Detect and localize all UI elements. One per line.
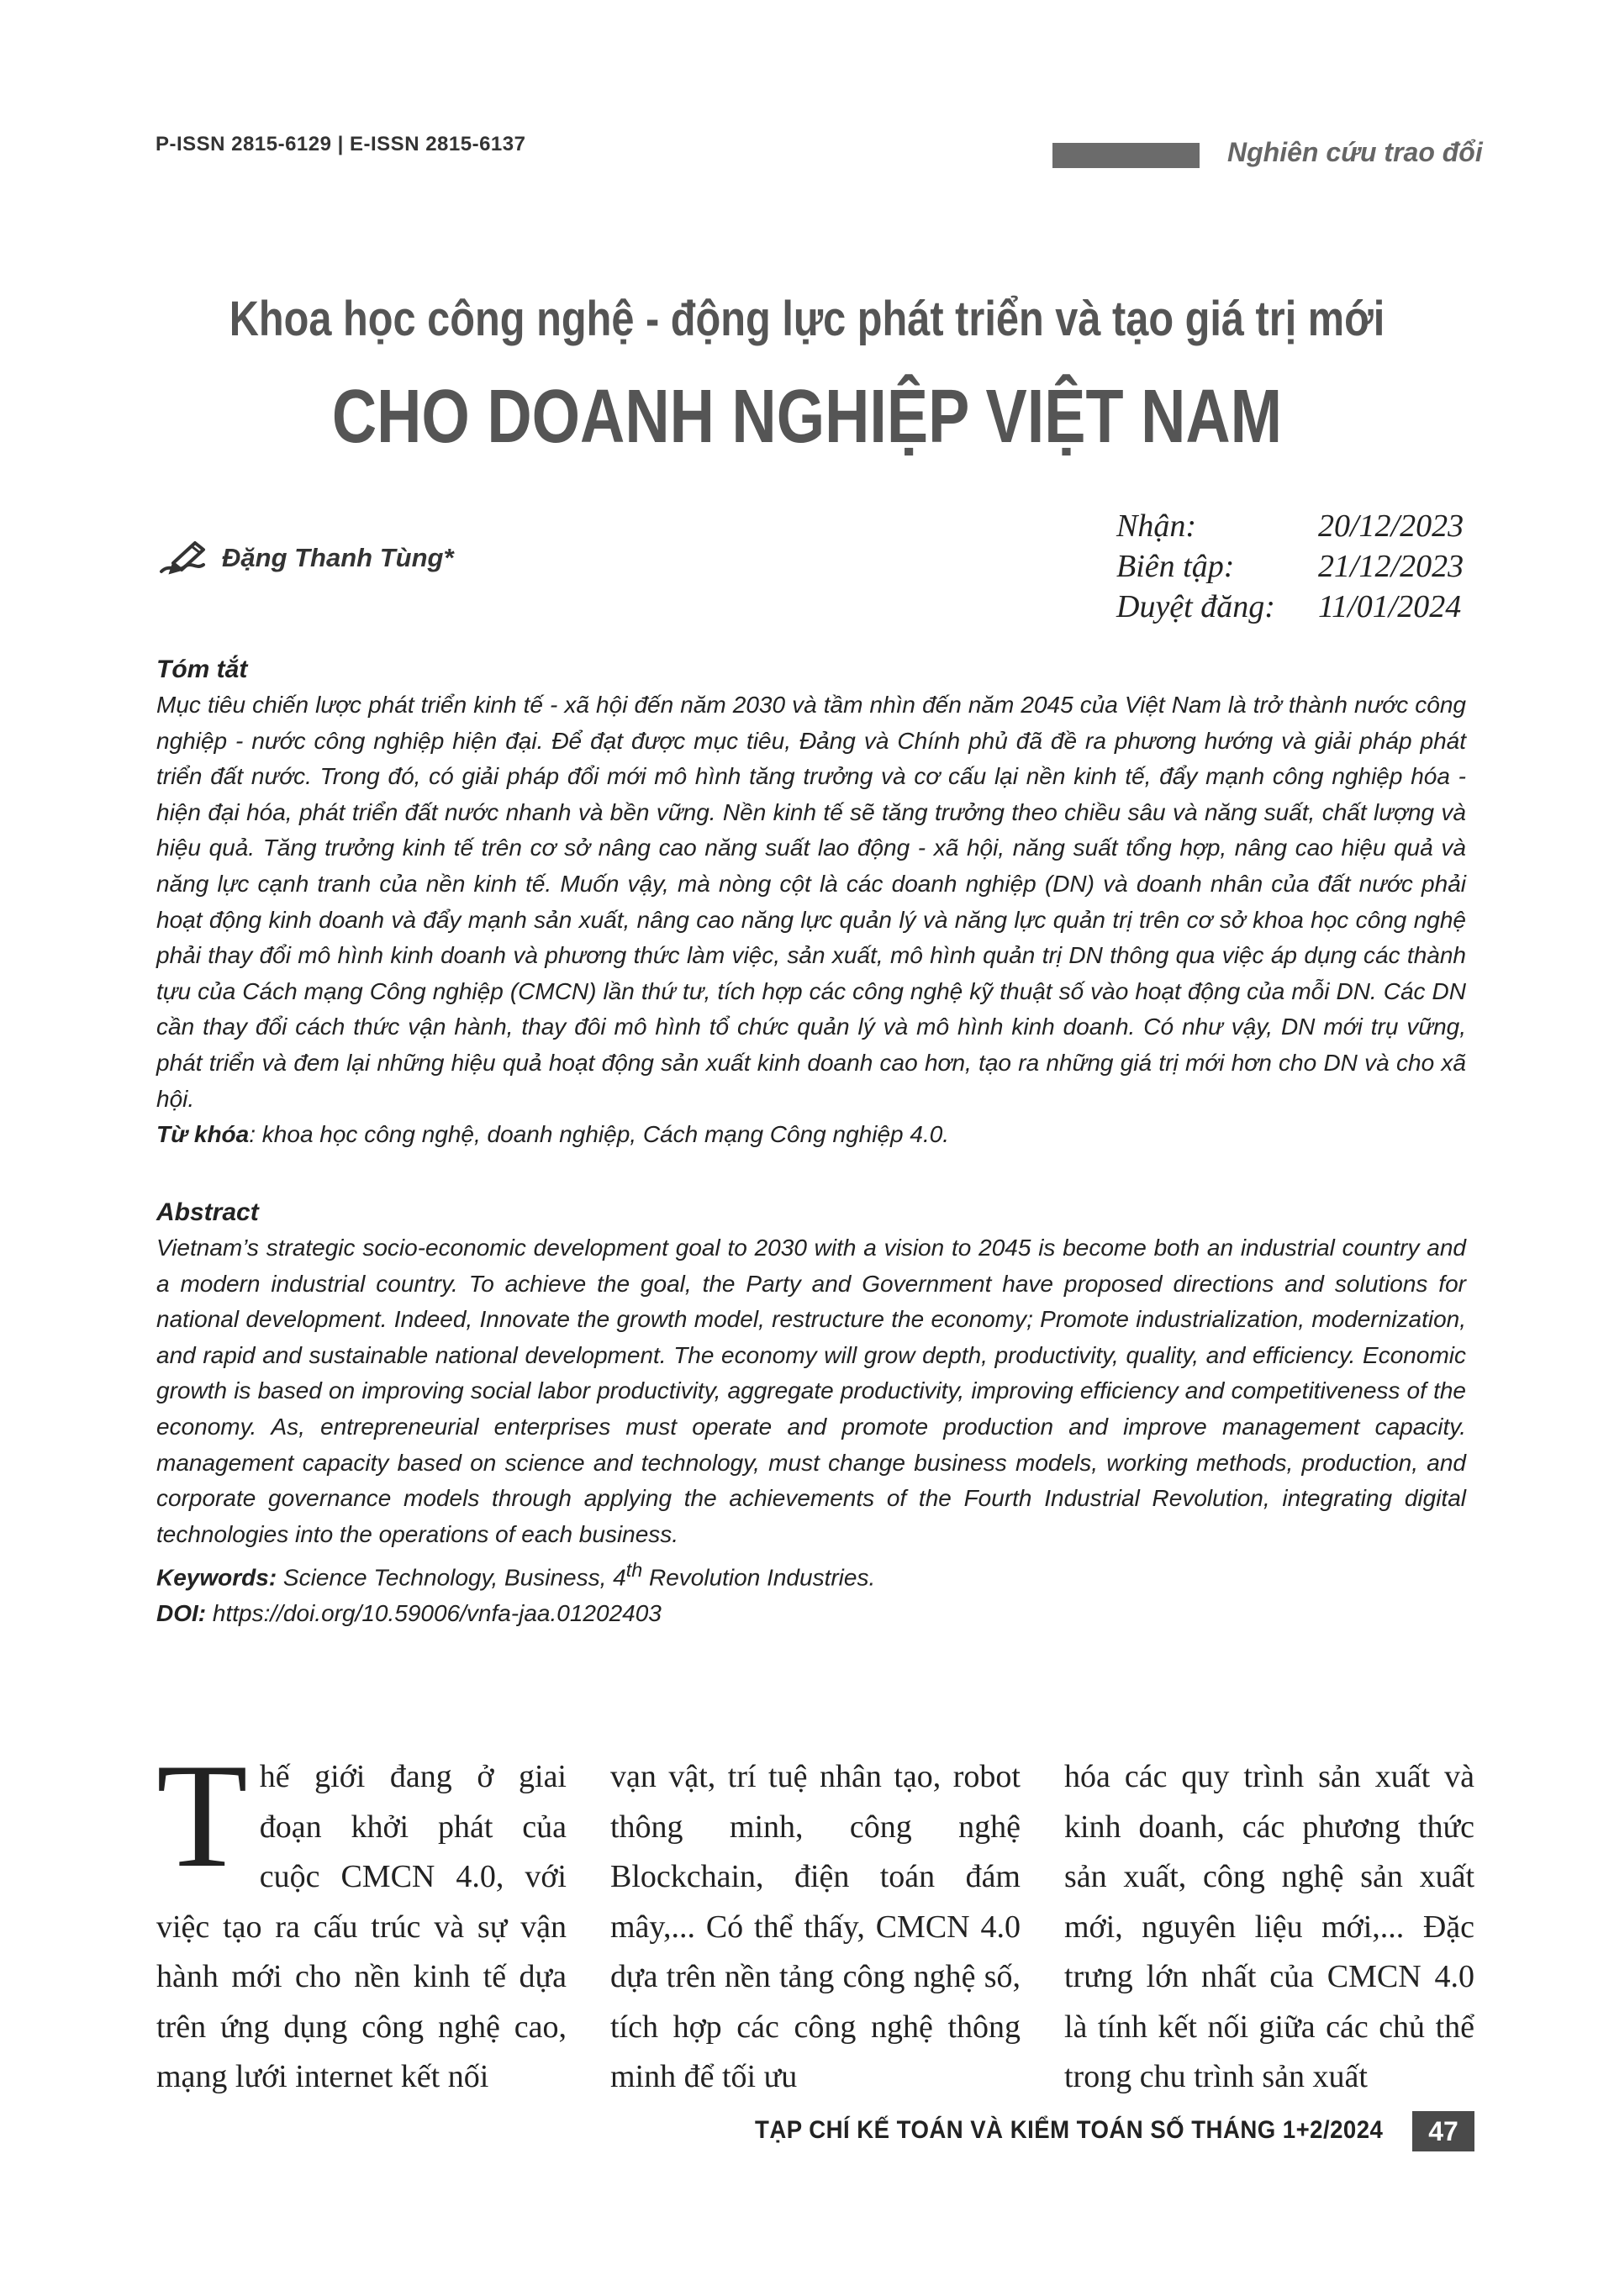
summary-heading: Tóm tắt [156, 656, 248, 683]
doi-label: DOI: [156, 1600, 207, 1627]
date-row-received [1116, 506, 1464, 546]
article-title-line1: Khoa học công nghệ - động lực phát triển và tạo giá trị mới [229, 292, 1385, 346]
body-text: vạn vật, trí tuệ nhân tạo, robot thông minh, công nghệ Blockchain, điện toán đám mây,... Có thể thấy, CMCN 4.0 dựa trên nền tảng công nghệ số, tích hợp các công nghệ thông minh để tối ưu [610, 1759, 1021, 2094]
page-number: 47 [1412, 2111, 1474, 2151]
article-dates [1116, 506, 1464, 627]
vi-keywords [156, 1117, 1466, 1153]
body-column-2 [610, 1752, 1021, 2103]
body-text: hế giới đang ở giai đoạn khởi phát của cuộc CMCN 4.0, với việc tạo ra cấu trúc và sự vận hành mới cho nền kinh tế dựa trên ứng dụng công nghệ cao, mạng lưới internet kết nối [156, 1759, 567, 2094]
journal-footer: TẠP CHÍ KẾ TOÁN VÀ KIỂM TOÁN SỐ THÁNG 1+2/2024 [755, 2116, 1384, 2144]
doi-line [156, 1596, 1466, 1632]
keywords-sup: th [625, 1559, 643, 1582]
summary-text: Mục tiêu chiến lược phát triển kinh tế - xã hội đến năm 2030 và tầm nhìn đến năm 2045 của Việt Nam là trở thành nước công nghiệp - nước công nghiệp hiện đại. Để đạt được mục tiêu, Đảng và Chính phủ đã đề ra phương hướng và giải pháp phát triển đất nước. Trong đó, có giải pháp đổi mới mô hình tăng trưởng và cơ cấu lại nền kinh tế, đẩy mạnh công nghiệp hóa - hiện đại hóa, phát triển đất nước nhanh và bền vững. Nền kinh tế sẽ tăng trưởng theo chiều sâu và năng suất, chất lượng và hiệu quả. Tăng trưởng kinh tế trên cơ sở nâng cao năng suất lao động - xã hội, năng suất tổng hợp, nâng cao hiệu quả và năng lực cạnh tranh của nền kinh tế. Muốn vậy, mà nòng cột là các doanh nghiệp (DN) và doanh nhân của đất nước phải hoạt động kinh doanh và đẩy mạnh sản xuất, nâng cao năng lực quản lý và năng lực quản trị trên cơ sở khoa học công nghệ phải thay đổi mô hình kinh doanh và phương thức làm việc, sản xuất, mô hình quản trị DN thông qua việc áp dụng các thành tựu của Cách mạng Công nghiệp (CMCN) lần thứ tư, tích hợp các công nghệ kỹ thuật số vào hoạt động của mỗi DN. Các DN cần thay đổi cách thức vận hành, thay đôi mô hình tổ chức quản lý và mô hình kinh doanh. Có như vậy, DN mới trụ vững, phát triển và đem lại những hiệu quả hoạt động sản xuất kinh doanh cao hơn, tạo ra những giá trị mới hơn cho DN và cho xã hội. [156, 692, 1466, 1112]
en-keywords [156, 1552, 1466, 1596]
section-label: Nghiên cứu trao đổi [1227, 137, 1483, 167]
keywords-text-end: Revolution Industries. [642, 1564, 876, 1591]
date-value: 11/01/2024 [1318, 589, 1462, 624]
article-title-line2: CHO DOANH NGHIỆP VIỆT NAM [331, 375, 1283, 459]
body-text: hóa các quy trình sản xuất và kinh doanh, các phương thức sản xuất, công nghệ sản xuất mới, nguyên liệu mới,... Đặc trưng lớn nhất của CMCN 4.0 là tính kết nối giữa các chủ thể trong chu trình sản xuất [1064, 1759, 1474, 2094]
keywords-text: : khoa học công nghệ, doanh nghiệp, Cách mạng Công nghiệp 4.0. [249, 1121, 950, 1148]
vietnamese-summary [156, 652, 1466, 1153]
date-row-approved [1116, 587, 1464, 627]
author-block [158, 538, 454, 578]
date-label: Nhận: [1116, 508, 1196, 544]
date-value: 21/12/2023 [1318, 549, 1464, 584]
pen-writing-icon [158, 538, 219, 578]
keywords-label: Từ khóa [156, 1121, 250, 1148]
english-abstract [156, 1195, 1466, 1632]
abstract-heading: Abstract [156, 1198, 259, 1226]
keywords-text: Science Technology, Business, 4 [277, 1564, 626, 1591]
date-row-edited [1116, 546, 1464, 587]
body-column-1 [156, 1732, 567, 2103]
author-name: Đặng Thanh Tùng* [222, 543, 454, 572]
section-bar [1052, 143, 1200, 168]
keywords-label: Keywords: [156, 1564, 277, 1591]
date-label: Biên tập: [1116, 549, 1235, 584]
abstract-text: Vietnam’s strategic socio-economic development goal to 2030 with a vision to 2045 is become both an industrial country and a modern industrial country. To achieve the goal, the Party and Government have proposed directions and solutions for national development. Indeed, Innovate the growth model, restructure the economy; Promote industrialization, modernization, and rapid and sustainable national development. The economy will grow depth, productivity, quality, and efficiency. Economic growth is based on improving social labor productivity, aggregate productivity, improving efficiency and competitiveness of the economy. As, entrepreneurial enterprises must operate and promote production and improve management capacity. management capacity based on science and technology, must change business models, working methods, production, and corporate governance models through applying the achievements of the Fourth Industrial Revolution, integrating digital technologies into the operations of each business. [156, 1235, 1466, 1547]
date-label: Duyệt đăng: [1116, 589, 1275, 624]
doi-link[interactable]: https://doi.org/10.59006/vnfa-jaa.01202403 [206, 1600, 662, 1627]
date-value: 20/12/2023 [1318, 508, 1464, 544]
body-column-3 [1064, 1752, 1474, 2103]
issn-header: P-ISSN 2815-6129 | E-ISSN 2815-6137 [156, 133, 526, 155]
drop-cap: T [156, 1732, 248, 1898]
